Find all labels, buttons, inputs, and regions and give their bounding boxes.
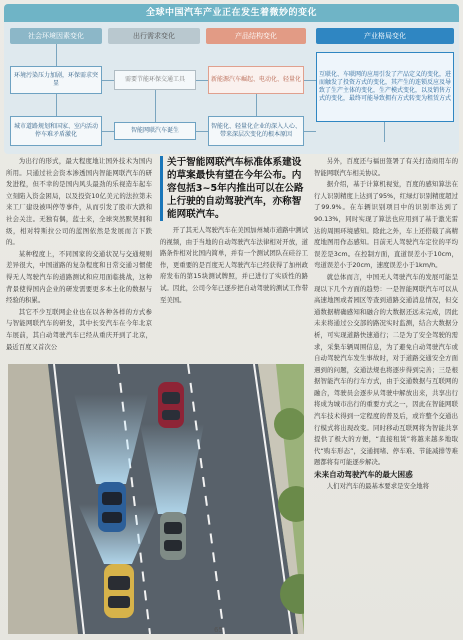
paragraph: 另外，百度还与福田签署了有关打造商用车的智能网联汽车相关协议。 [314,157,458,177]
diagram-arrow [102,131,114,132]
diagram-box-parking: 城市道路规划和国家、室内活动停车难矛盾激化 [10,116,102,146]
diagram-box-industry-pattern: 互联化、车联网的应用引发了产品定义的变化，进而触发了投资方式的变化，其产生的连锁反应及导致了生产主体的变化，生产模式变化，以及销售方式的变化，最终可能导致拥有方式转变为租赁方式 [316,52,454,122]
paragraph: 就总体而言，中国无人驾驶汽车的发展可能呈现以下几个方面的趋势：一是智能网联汽车可以从高速地图或者园区等查到道路交通消息情况，但交通数据精确感知和融合的大数据还远未完成，因此未来将通过公交部的路况实时监测，结合大数据分析，可实现道路快速通行；二是为了安全驾驶的需求，采集车辆周围信息，为了避免自动驾驶汽车或自动驾驶汽车发生事故时，对于道路交通安全方面遇到的问题，交通法规也将逐步得到完善；三是根据智能汽车的行车方式，由于交通数据与互联网的融合，驾驶员会逐步从驾驶中解放出来，共享出行将成为城市出行的重要方式之一，因此在智能网联汽车技术得到一定程度的普及后，或许整个交通出行模式将出现改变。同时移动互联网将为智能共享提供了极大的方便，“直接租赁”将越来越多地取代“购车形态”，交通拥堵、停车难、节能减排等难题都将有可能逐步解决。 [314,272,458,467]
pull-quote-headline: 关于智能网联汽车标准体系建设的草案最快有望在今年公布。内容包括3~5年内推出可以在公路上行驶的自动驾驶汽车，亦称智能网联汽车。 [160,156,308,221]
car-grey [160,512,186,560]
article-column-right [314,156,458,492]
diagram-column-travel: 出行需求变化 [108,28,200,44]
paragraph: 据介绍，基于计算机视觉，百度的感知算法在行人识别精度上达到了95%，红绿灯识别精度超过了99.9%。在车辆识别项目中的识别率达到了90.13%，同时实现了算法也应用到了基于激光雷达的周围环境感知。除此之外，车上还搭载了高精度地图用作态感知。目前无人驾驶汽车定位的平均误差是3cm。在控制方面，直道误差小于10cm，弯道误差小于20cm，速度误差小于1km/h。 [314,180,458,270]
diagram-arrow [196,80,208,81]
paragraph: 人们对汽车的最基本要求是安全地将 [326,481,430,490]
diagram-column-industry: 产业格局变化 [316,28,454,44]
diagram-title: 全球中国汽车产业正在发生着微妙的变化 [4,4,459,22]
paragraph: 其它不少互联网企业也在以各种各样的方式参与智能网联汽车的研发，其中长安汽车在今年北京车展前，其自动驾驶汽车已经从重庆开到了北京，最近百度又首次公 [6,307,152,351]
article-column-left [6,156,152,353]
diagram-box-connected-car: 智能网联汽车诞生 [114,122,196,140]
autonomous-road-illustration [8,364,304,634]
diagram-arrow [56,44,57,66]
diagram-column-social: 社会环境因素变化 [10,28,102,44]
diagram-arrow [384,122,385,142]
diagram-arrow [196,131,208,132]
paragraph: 某种程度上，不同国家的交通状况与交通规则差异很大，中国道路的复杂程度和日常交通习惯使得无人驾驶汽车的道路测试和应用面临挑战，这种背景使得国内企业的研发需要更多本土化的数据与经验的积累。 [6,249,152,305]
diagram-box-eco-transport: 需要节能环保交通工具 [114,70,196,90]
article-column-middle [160,156,308,306]
car-yellow [104,564,134,618]
diagram-box-root-cause: 智能化、轻量化企业的深入人心、带来深层次变化的根本原因 [208,116,304,146]
section-subheading: 未来自动驾驶汽车的最大困惑 [314,470,413,480]
diagram-arrow [304,80,316,81]
diagram-box-pollution: 环境污染压力加剧，环保需求突显 [10,66,102,94]
diagram-arrow [304,131,316,132]
car-red [158,382,184,428]
diagram-arrow [155,90,156,122]
diagram-box-new-energy: 新能源汽车崛起、电动化、轻量化 [208,66,304,94]
diagram-arrow [102,80,114,81]
diagram-arrow [56,94,57,116]
industry-change-diagram [4,4,459,154]
paragraph: 为出行的形式，最大程度地让国外技术为国内所用。只通过社会资本渗透国内智能网联汽车的研发进程，但不幸的是国内风头最劲的乐视造车起车立刻陷入资金困局，以及投资10亿美元的法拉第未来工厂建设被叫停等事件，从而引发了股市大跌和社会关注。无独有偶，蓝士来，全球突然默契拥和级，相对特斯拉公司的蓝图依然是发展而言下跌的。 [6,157,152,247]
car-blue [98,482,126,532]
road-svg [8,364,304,634]
page-number: 65 [214,626,223,634]
diagram-column-product: 产品结构变化 [206,28,306,44]
paragraph: 开了其无人驾驶汽车在美国加州城市道路中测试的视频，由于当地的自动驾驶汽车法律相对开放，道路条件相对比国内简单，并有一个测试团队在硅谷工作，更重要的是百度无人驾驶汽车已经获得了加州政府发布的第15块测试牌照，并已进行了实质性的路试。因此，公司今年已逐步把自动驾驶的测试工作带至美国。 [160,226,308,304]
diagram-arrow [256,94,257,116]
